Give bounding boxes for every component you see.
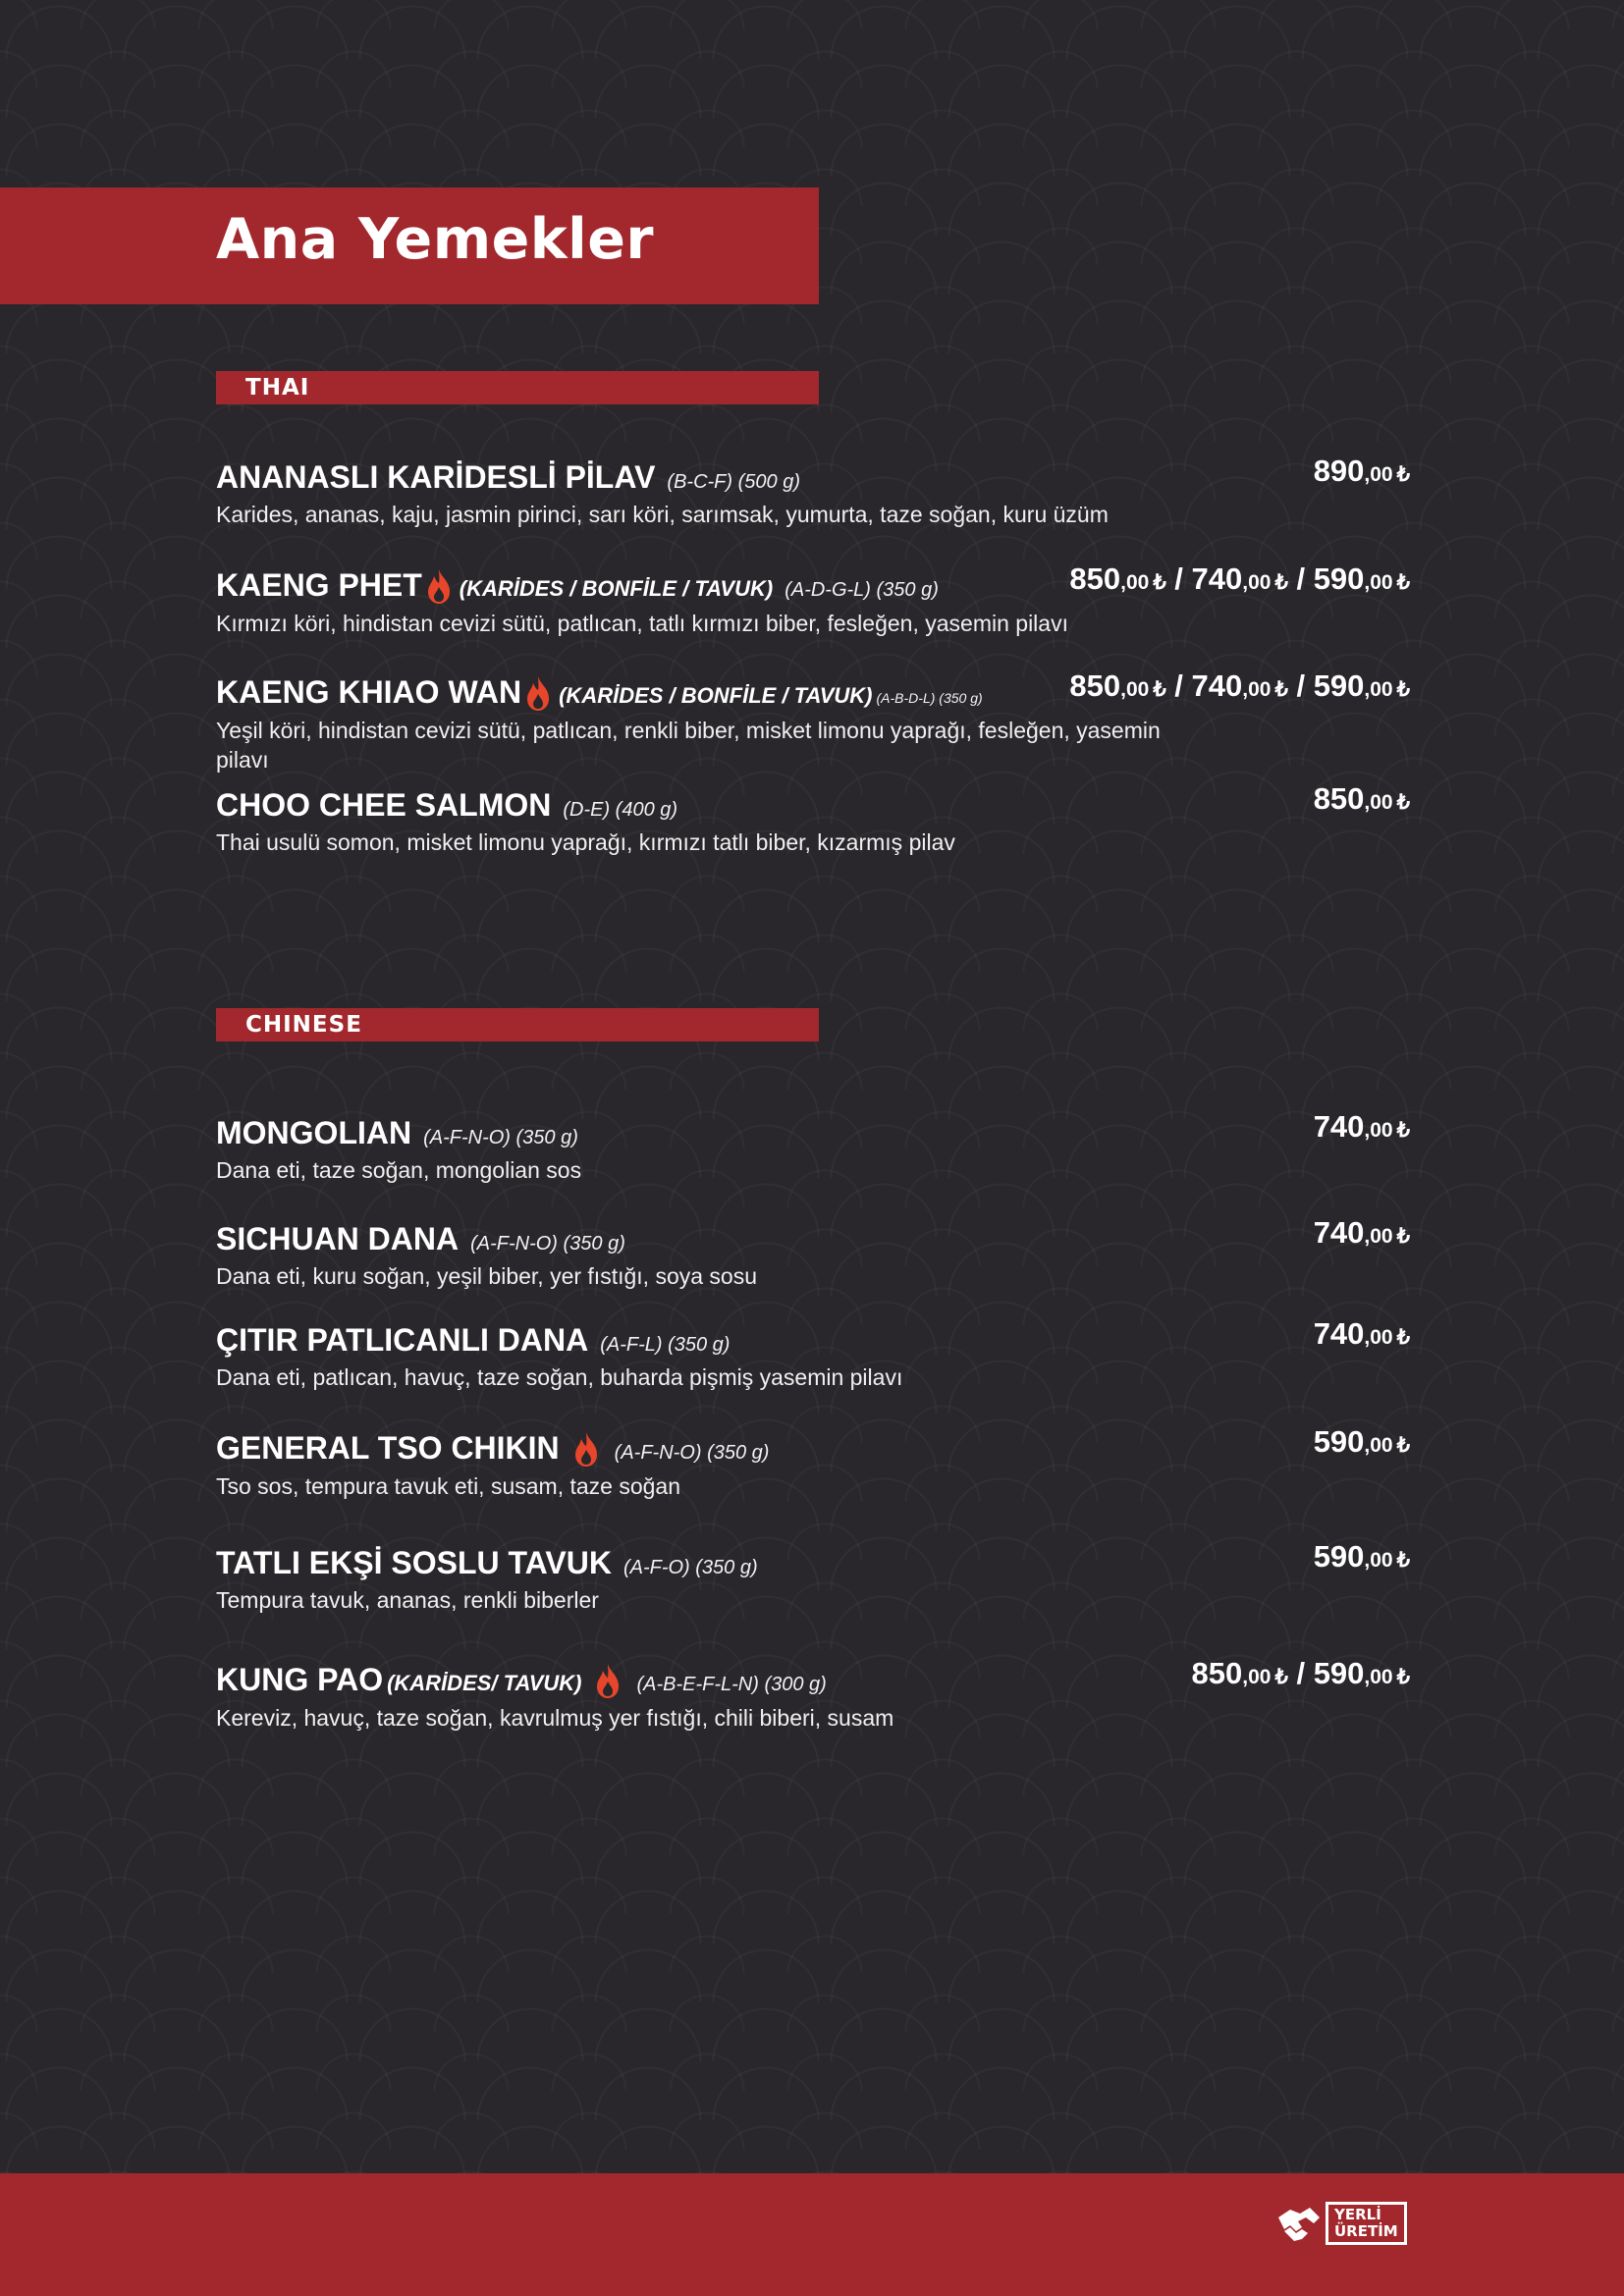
price-amount: 850	[1069, 561, 1121, 596]
menu-item-description: Dana eti, taze soğan, mongolian sos	[216, 1157, 582, 1183]
menu-item-name: ANANASLI KARİDESLİ PİLAV	[216, 459, 656, 495]
menu-item-name: ÇITIR PATLICANLI DANA	[216, 1322, 589, 1358]
menu-item-name: MONGOLIAN	[216, 1115, 412, 1150]
menu-item-header	[216, 1322, 1410, 1359]
menu-item-allergens-weight: (B-C-F) (500 g)	[667, 471, 800, 493]
menu-item-allergens-weight: (A-F-N-O) (350 g)	[423, 1127, 578, 1148]
menu-item-name: TATLI EKŞİ SOSLU TAVUK	[216, 1545, 612, 1580]
menu-item-header	[216, 1545, 1410, 1581]
section-label: THAI	[245, 375, 310, 400]
price-amount: 590	[1313, 1539, 1365, 1574]
menu-item-options: (KARİDES/ TAVUK)	[387, 1671, 582, 1695]
menu-item-description: Tso sos, tempura tavuk eti, susam, taze soğan	[216, 1473, 681, 1499]
section-header	[216, 1008, 819, 1041]
currency-symbol: ₺	[1396, 1666, 1410, 1688]
menu-item-header	[216, 1221, 1410, 1257]
price-cents: ,00	[1364, 1434, 1393, 1457]
price-amount: 590	[1313, 668, 1365, 703]
menu-item-price	[1314, 1316, 1410, 1352]
menu-item-allergens-weight: (A-D-G-L) (350 g)	[785, 579, 939, 601]
menu-item-allergens-weight: (A-B-E-F-L-N) (300 g)	[636, 1674, 827, 1695]
price-cents: ,00	[1120, 678, 1150, 701]
price-amount: 850	[1191, 1656, 1243, 1690]
flame-icon	[424, 567, 454, 605]
menu-item-description: Kırmızı köri, hindistan cevizi sütü, patlıcan, tatlı kırmızı biber, fesleğen, yasemin pilavı	[216, 611, 1068, 636]
page-title: Ana Yemekler	[216, 207, 654, 272]
flame-icon	[523, 674, 553, 712]
menu-item	[216, 454, 1410, 529]
menu-item-price	[1314, 1109, 1410, 1145]
menu-item-options: (KARİDES / BONFİLE / TAVUK)	[459, 576, 774, 601]
page-title-banner	[0, 187, 819, 304]
price-cents: ,00	[1364, 1326, 1393, 1349]
menu-item-options: (KARİDES / BONFİLE / TAVUK)	[559, 683, 873, 708]
price-cents: ,00	[1364, 1666, 1393, 1688]
menu-item-allergens-weight: (A-F-N-O) (350 g)	[614, 1442, 770, 1464]
price-cents: ,00	[1242, 678, 1272, 701]
footer-bar	[0, 2173, 1624, 2296]
price-separator: /	[1287, 668, 1314, 703]
price-separator: /	[1287, 1656, 1314, 1690]
menu-item-allergens-weight: (A-F-O) (350 g)	[623, 1557, 758, 1578]
badge-line-2: ÜRETİM	[1334, 2222, 1398, 2240]
currency-symbol: ₺	[1396, 791, 1410, 814]
menu-item-name: KUNG PAO	[216, 1662, 384, 1697]
menu-item-description: Dana eti, kuru soğan, yeşil biber, yer fıstığı, soya sosu	[216, 1263, 758, 1289]
menu-item-description: Kereviz, havuç, taze soğan, kavrulmuş yer fıstığı, chili biberi, susam	[216, 1705, 894, 1731]
handshake-icon	[1276, 2204, 1322, 2243]
menu-item	[216, 1539, 1410, 1615]
menu-item	[216, 1424, 1410, 1501]
menu-item-name: KAENG PHET	[216, 567, 422, 603]
currency-symbol: ₺	[1274, 678, 1288, 701]
currency-symbol: ₺	[1396, 1326, 1410, 1349]
menu-item-allergens-weight: (A-F-L) (350 g)	[600, 1334, 731, 1356]
menu-item-header	[216, 1115, 1410, 1151]
price-separator: /	[1287, 561, 1314, 596]
price-amount: 740	[1313, 1316, 1365, 1351]
currency-symbol: ₺	[1274, 571, 1288, 594]
menu-item-allergens-weight: (D-E) (400 g)	[563, 799, 678, 821]
price-amount: 590	[1313, 1424, 1365, 1459]
price-cents: ,00	[1364, 463, 1393, 486]
menu-item-price	[1314, 454, 1410, 489]
menu-item	[216, 1215, 1410, 1291]
currency-symbol: ₺	[1396, 1434, 1410, 1457]
badge-line-1: YERLİ	[1334, 2206, 1381, 2223]
price-amount: 740	[1191, 561, 1243, 596]
price-amount: 590	[1313, 561, 1365, 596]
price-cents: ,00	[1364, 1549, 1393, 1572]
currency-symbol: ₺	[1153, 571, 1166, 594]
price-cents: ,00	[1364, 1225, 1393, 1248]
flame-icon	[593, 1662, 623, 1699]
menu-item-description: Dana eti, patlıcan, havuç, taze soğan, buharda pişmiş yasemin pilavı	[216, 1364, 903, 1390]
menu-item-name: CHOO CHEE SALMON	[216, 787, 552, 823]
section-header	[216, 371, 819, 404]
price-amount: 890	[1313, 454, 1365, 488]
currency-symbol: ₺	[1153, 678, 1166, 701]
price-amount: 740	[1313, 1215, 1365, 1250]
menu-item	[216, 1656, 1410, 1733]
menu-item-allergens-weight: (A-B-D-L) (350 g)	[876, 690, 983, 706]
menu-item-header	[216, 787, 1410, 824]
price-amount: 740	[1313, 1109, 1365, 1144]
menu-item-description: Yeşil köri, hindistan cevizi sütü, patlıcan, renkli biber, misket limonu yaprağı, fesleğen, yasemin pilavı	[216, 718, 1161, 773]
price-cents: ,00	[1364, 1119, 1393, 1142]
price-cents: ,00	[1364, 571, 1393, 594]
menu-item	[216, 1316, 1410, 1392]
menu-item-name: GENERAL TSO CHIKIN	[216, 1430, 560, 1466]
price-cents: ,00	[1364, 791, 1393, 814]
price-amount: 590	[1313, 1656, 1365, 1690]
menu-item-description: Thai usulü somon, misket limonu yaprağı, kırmızı tatlı biber, kızarmış pilav	[216, 829, 955, 855]
yerli-uretim-badge	[1276, 2197, 1410, 2250]
menu-item-description: Karides, ananas, kaju, jasmin pirinci, sarı köri, sarımsak, yumurta, taze soğan, kuru üzüm	[216, 502, 1109, 527]
section-label: CHINESE	[245, 1012, 362, 1038]
price-separator: /	[1165, 561, 1192, 596]
menu-item-price	[1314, 1424, 1410, 1460]
menu-item-header	[216, 459, 1410, 496]
price-amount: 850	[1069, 668, 1121, 703]
menu-item	[216, 561, 1410, 638]
currency-symbol: ₺	[1396, 1119, 1410, 1142]
flame-icon	[571, 1430, 601, 1468]
menu-item	[216, 668, 1410, 774]
menu-item-price	[1314, 1539, 1410, 1575]
price-cents: ,00	[1242, 571, 1272, 594]
price-cents: ,00	[1242, 1666, 1272, 1688]
menu-item-price	[1069, 561, 1410, 597]
menu-item-price	[1192, 1656, 1410, 1691]
price-cents: ,00	[1364, 678, 1393, 701]
price-separator: /	[1165, 668, 1192, 703]
menu-item-price	[1314, 781, 1410, 817]
menu-item-description: Tempura tavuk, ananas, renkli biberler	[216, 1587, 599, 1613]
price-cents: ,00	[1120, 571, 1150, 594]
currency-symbol: ₺	[1396, 678, 1410, 701]
menu-item	[216, 1109, 1410, 1185]
price-amount: 850	[1313, 781, 1365, 816]
badge-text	[1326, 2202, 1407, 2245]
menu-item-allergens-weight: (A-F-N-O) (350 g)	[470, 1233, 625, 1255]
currency-symbol: ₺	[1396, 571, 1410, 594]
currency-symbol: ₺	[1274, 1666, 1288, 1688]
menu-item-name: KAENG KHIAO WAN	[216, 674, 522, 710]
currency-symbol: ₺	[1396, 1225, 1410, 1248]
menu-item-price	[1069, 668, 1410, 704]
price-amount: 740	[1191, 668, 1243, 703]
currency-symbol: ₺	[1396, 463, 1410, 486]
menu-item	[216, 781, 1410, 857]
menu-item-name: SICHUAN DANA	[216, 1221, 460, 1256]
menu-item-price	[1314, 1215, 1410, 1251]
menu-item-header	[216, 1430, 1410, 1468]
currency-symbol: ₺	[1396, 1549, 1410, 1572]
